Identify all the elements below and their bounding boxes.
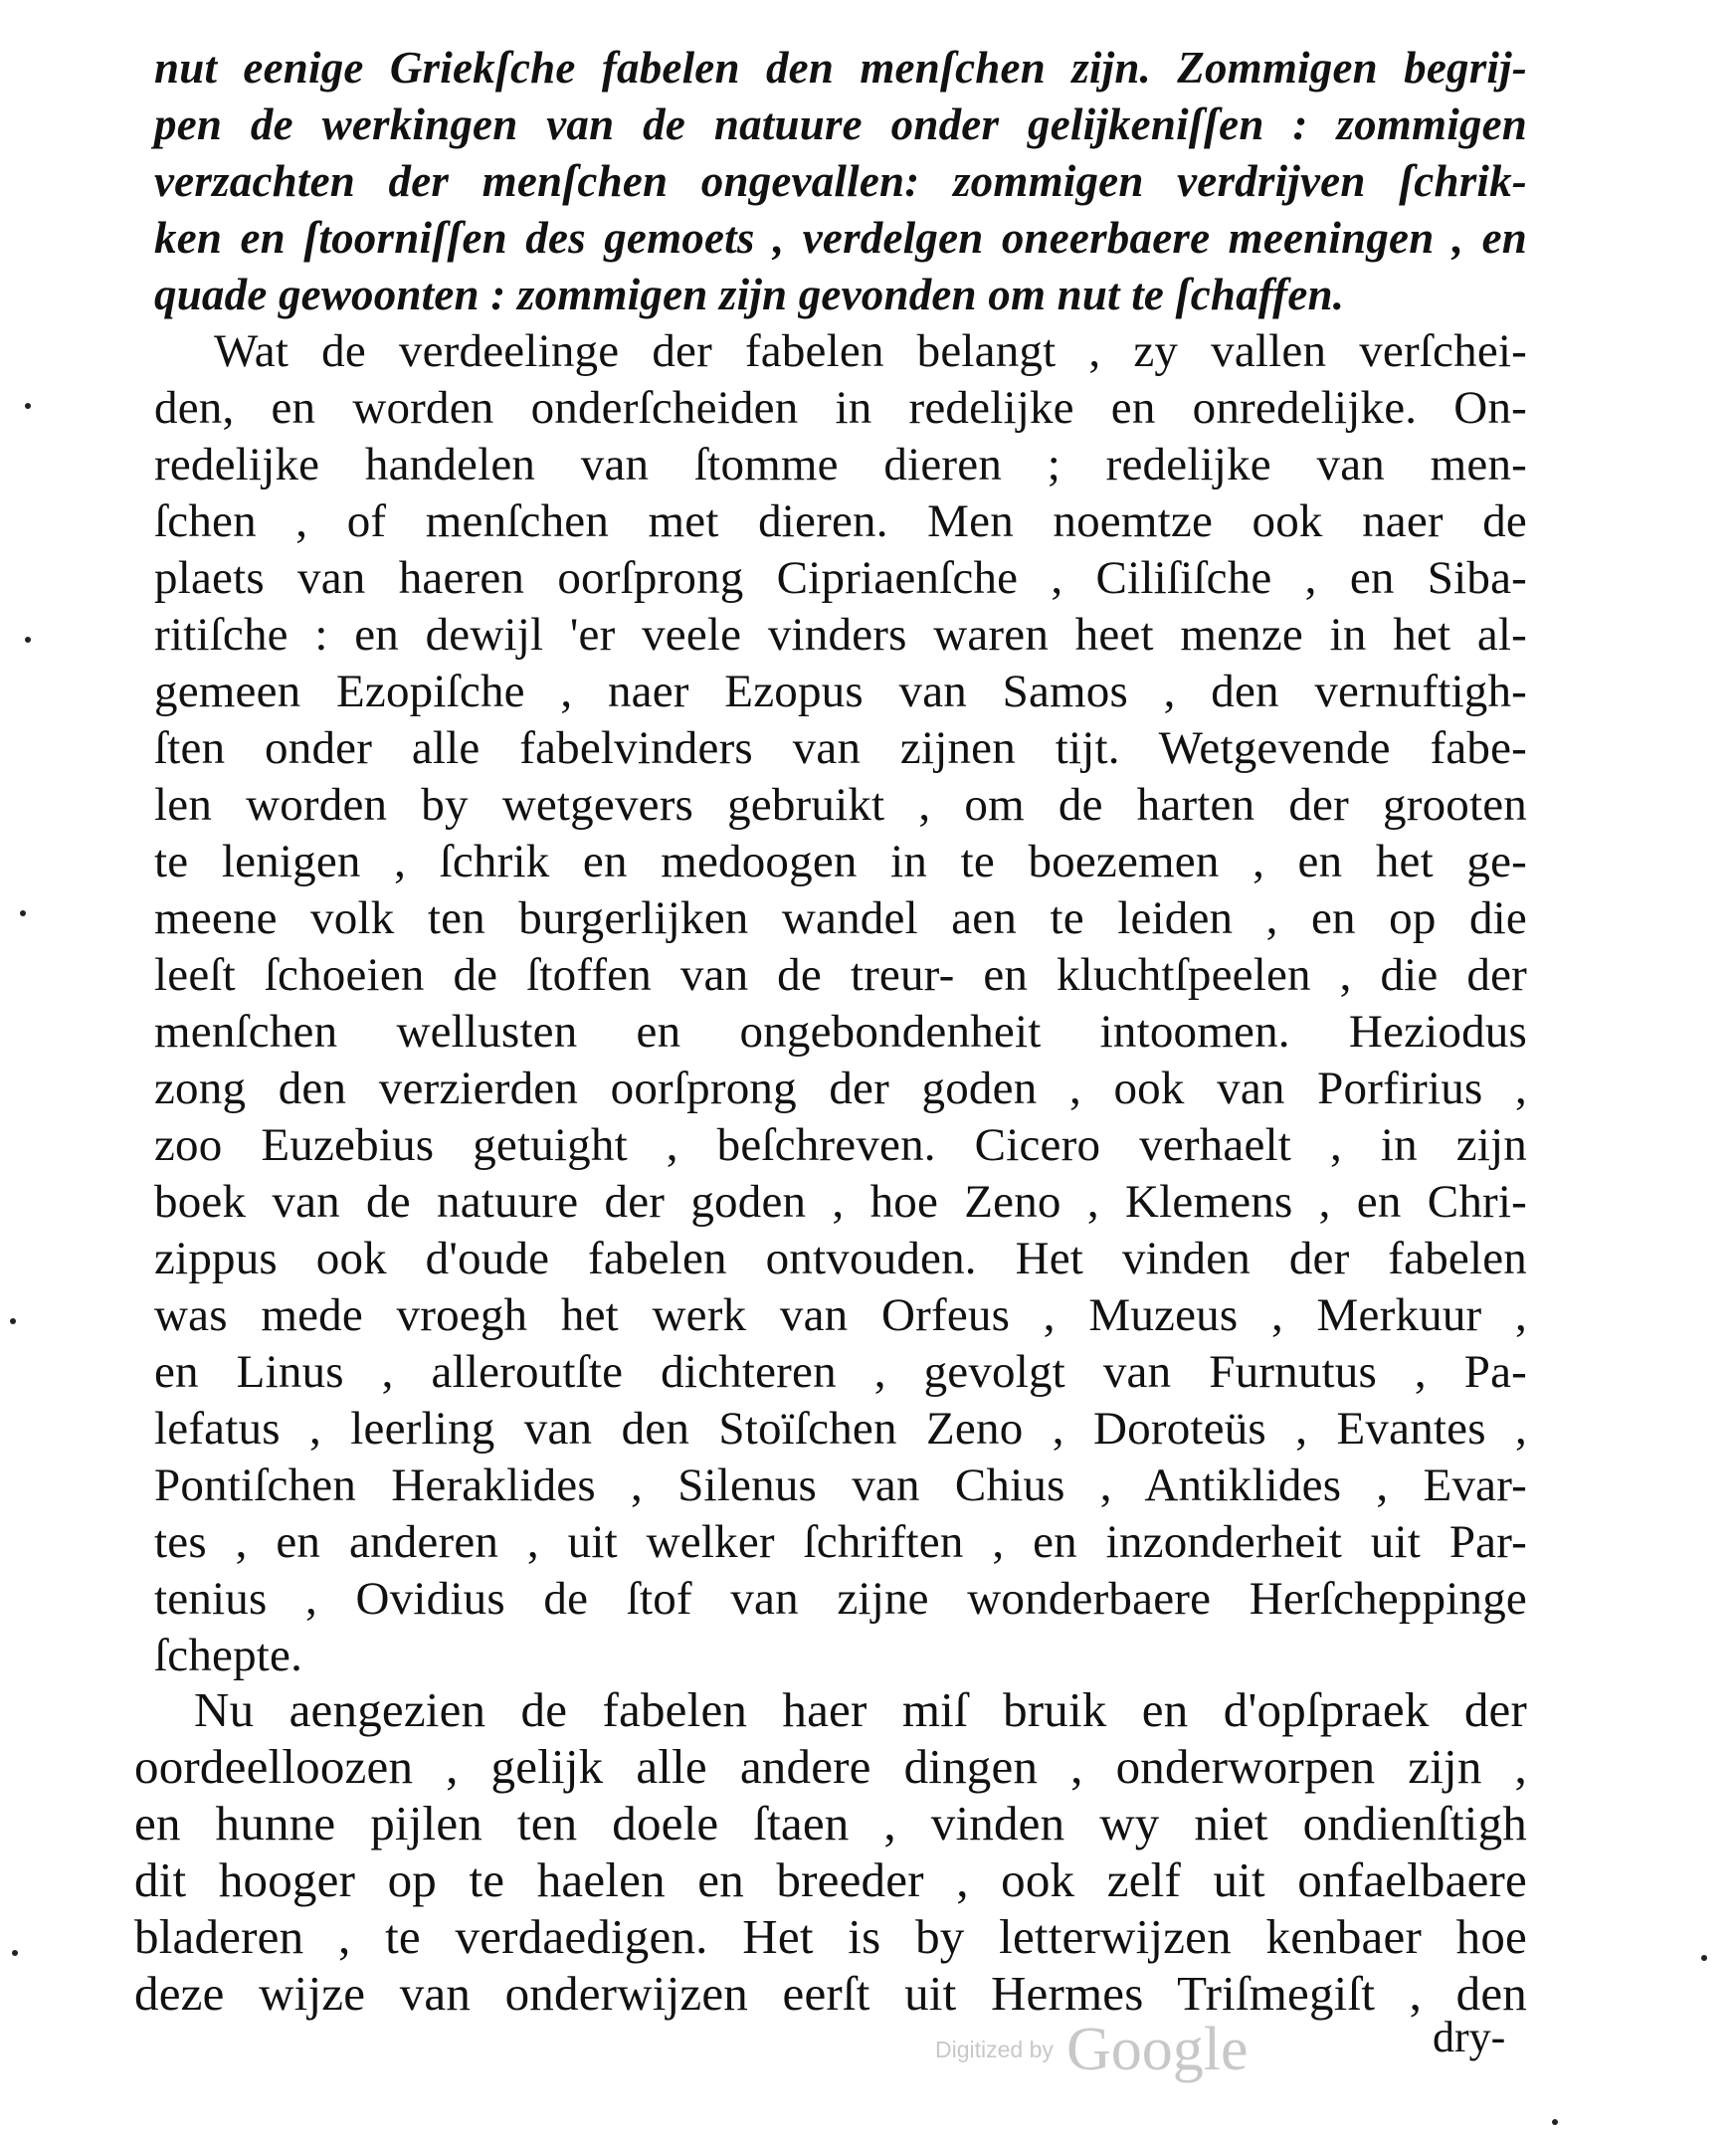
text-line: quade gewoonten : zommigen zijn gevonden om nut te ſchaffen.: [154, 270, 1345, 319]
text-line: was mede vroegh het werk van Orfeus , Muzeus , Merkuur ,: [154, 1289, 1527, 1341]
italic-paragraph: [154, 40, 1527, 323]
text-line: lefatus , leerling van den Stoïſchen Zeno , Doroteüs , Evantes ,: [154, 1403, 1527, 1455]
text-line: en Linus , alleroutſte dichteren , gevolgt van Furnutus , Pa-: [154, 1346, 1527, 1398]
text-line: nut eenige Griekſche fabelen den menſchen zijn. Zommigen begrij-: [154, 43, 1527, 93]
google-watermark: [935, 2015, 1249, 2085]
margin-speck: [20, 910, 26, 916]
text-line: redelijke handelen van ſtomme dieren ; redelijke van men-: [154, 439, 1527, 490]
text-line: leeſt ſchoeien de ſtoffen van de treur- en kluchtſpeelen , die der: [154, 949, 1527, 1001]
text-line: ſchepte.: [154, 1630, 303, 1681]
text-line: te lenigen , ſchrik en medoogen in te boezemen , en het ge-: [154, 836, 1527, 887]
text-line: zong den verzierden oorſprong der goden , ook van Porfirius ,: [154, 1063, 1527, 1114]
text-line: zippus ook d'oude fabelen ontvouden. Het vinden der fabelen: [154, 1233, 1527, 1284]
text-line: zoo Euzebius getuight , beſchreven. Cicero verhaelt , in zijn: [154, 1119, 1527, 1171]
catchword: dry-: [1433, 2013, 1506, 2061]
text-line: oordeelloozen , gelijk alle andere dingen , onderworpen zijn ,: [134, 1739, 1527, 1794]
text-line: tenius , Ovidius de ſtof van zijne wonderbaere Herſcheppinge: [154, 1573, 1527, 1625]
text-line: tes , en anderen , uit welker ſchriften , en inzonderheit uit Par-: [154, 1516, 1527, 1568]
text-line: Nu aengezien de fabelen haer miſ bruik en d'opſpraek der: [194, 1682, 1527, 1737]
margin-speck: [1552, 2119, 1558, 2125]
text-line: Wat de verdeelinge der fabelen belangt , zy vallen verſchei-: [214, 325, 1527, 377]
margin-speck: [12, 1950, 18, 1956]
text-line: meene volk ten burgerlijken wandel aen te leiden , en op die: [154, 892, 1527, 944]
margin-speck: [10, 1318, 16, 1324]
margin-speck: [25, 403, 31, 409]
text-line: ſchen , of menſchen met dieren. Men noemtze ook naer de: [154, 495, 1527, 547]
text-line: gemeen Ezopiſche , naer Ezopus van Samos , den vernuftigh-: [154, 666, 1527, 717]
text-line: dit hooger op te haelen en breeder , ook zelf uit onfaelbaere: [134, 1852, 1527, 1907]
margin-speck: [25, 637, 31, 643]
margin-speck: [1701, 1955, 1707, 1961]
watermark-prefix: Digitized by: [935, 2037, 1054, 2062]
text-line: verzachten der menſchen ongevallen: zommigen verdrijven ſchrik-: [154, 156, 1527, 206]
watermark-brand: Google: [1065, 2016, 1249, 2083]
final-paragraph: [134, 1681, 1527, 2022]
text-line: pen de werkingen van de natuure onder gelijkeniſſen : zommigen: [154, 99, 1527, 149]
text-line: menſchen wellusten en ongebondenheit intoomen. Heziodus: [154, 1006, 1527, 1058]
roman-paragraph: [154, 323, 1527, 1684]
text-line: en hunne pijlen ten doele ſtaen , vinden wy niet ondienſtigh: [134, 1796, 1527, 1850]
text-line: ritiſche : en dewijl 'er veele vinders waren heet menze in het al-: [154, 609, 1527, 661]
text-line: bladeren , te verdaedigen. Het is by letterwijzen kenbaer hoe: [134, 1909, 1527, 1964]
text-line: den, en worden onderſcheiden in redelijke en onredelijke. On-: [154, 382, 1527, 434]
text-line: boek van de natuure der goden , hoe Zeno , Klemens , en Chri-: [154, 1176, 1527, 1228]
text-line: Pontiſchen Heraklides , Silenus van Chius , Antiklides , Evar-: [154, 1460, 1527, 1511]
text-line: len worden by wetgevers gebruikt , om de harten der grooten: [154, 779, 1527, 831]
text-line: deze wijze van onderwijzen eerſt uit Hermes Triſmegiſt , den: [134, 1966, 1527, 2021]
text-line: ſten onder alle fabelvinders van zijnen tijt. Wetgevende fabe-: [154, 722, 1527, 774]
text-line: plaets van haeren oorſprong Cipriaenſche , Ciliſiſche , en Siba-: [154, 552, 1527, 604]
text-line: ken en ſtoorniſſen des gemoets , verdelgen oneerbaere meeningen , en: [154, 213, 1527, 263]
